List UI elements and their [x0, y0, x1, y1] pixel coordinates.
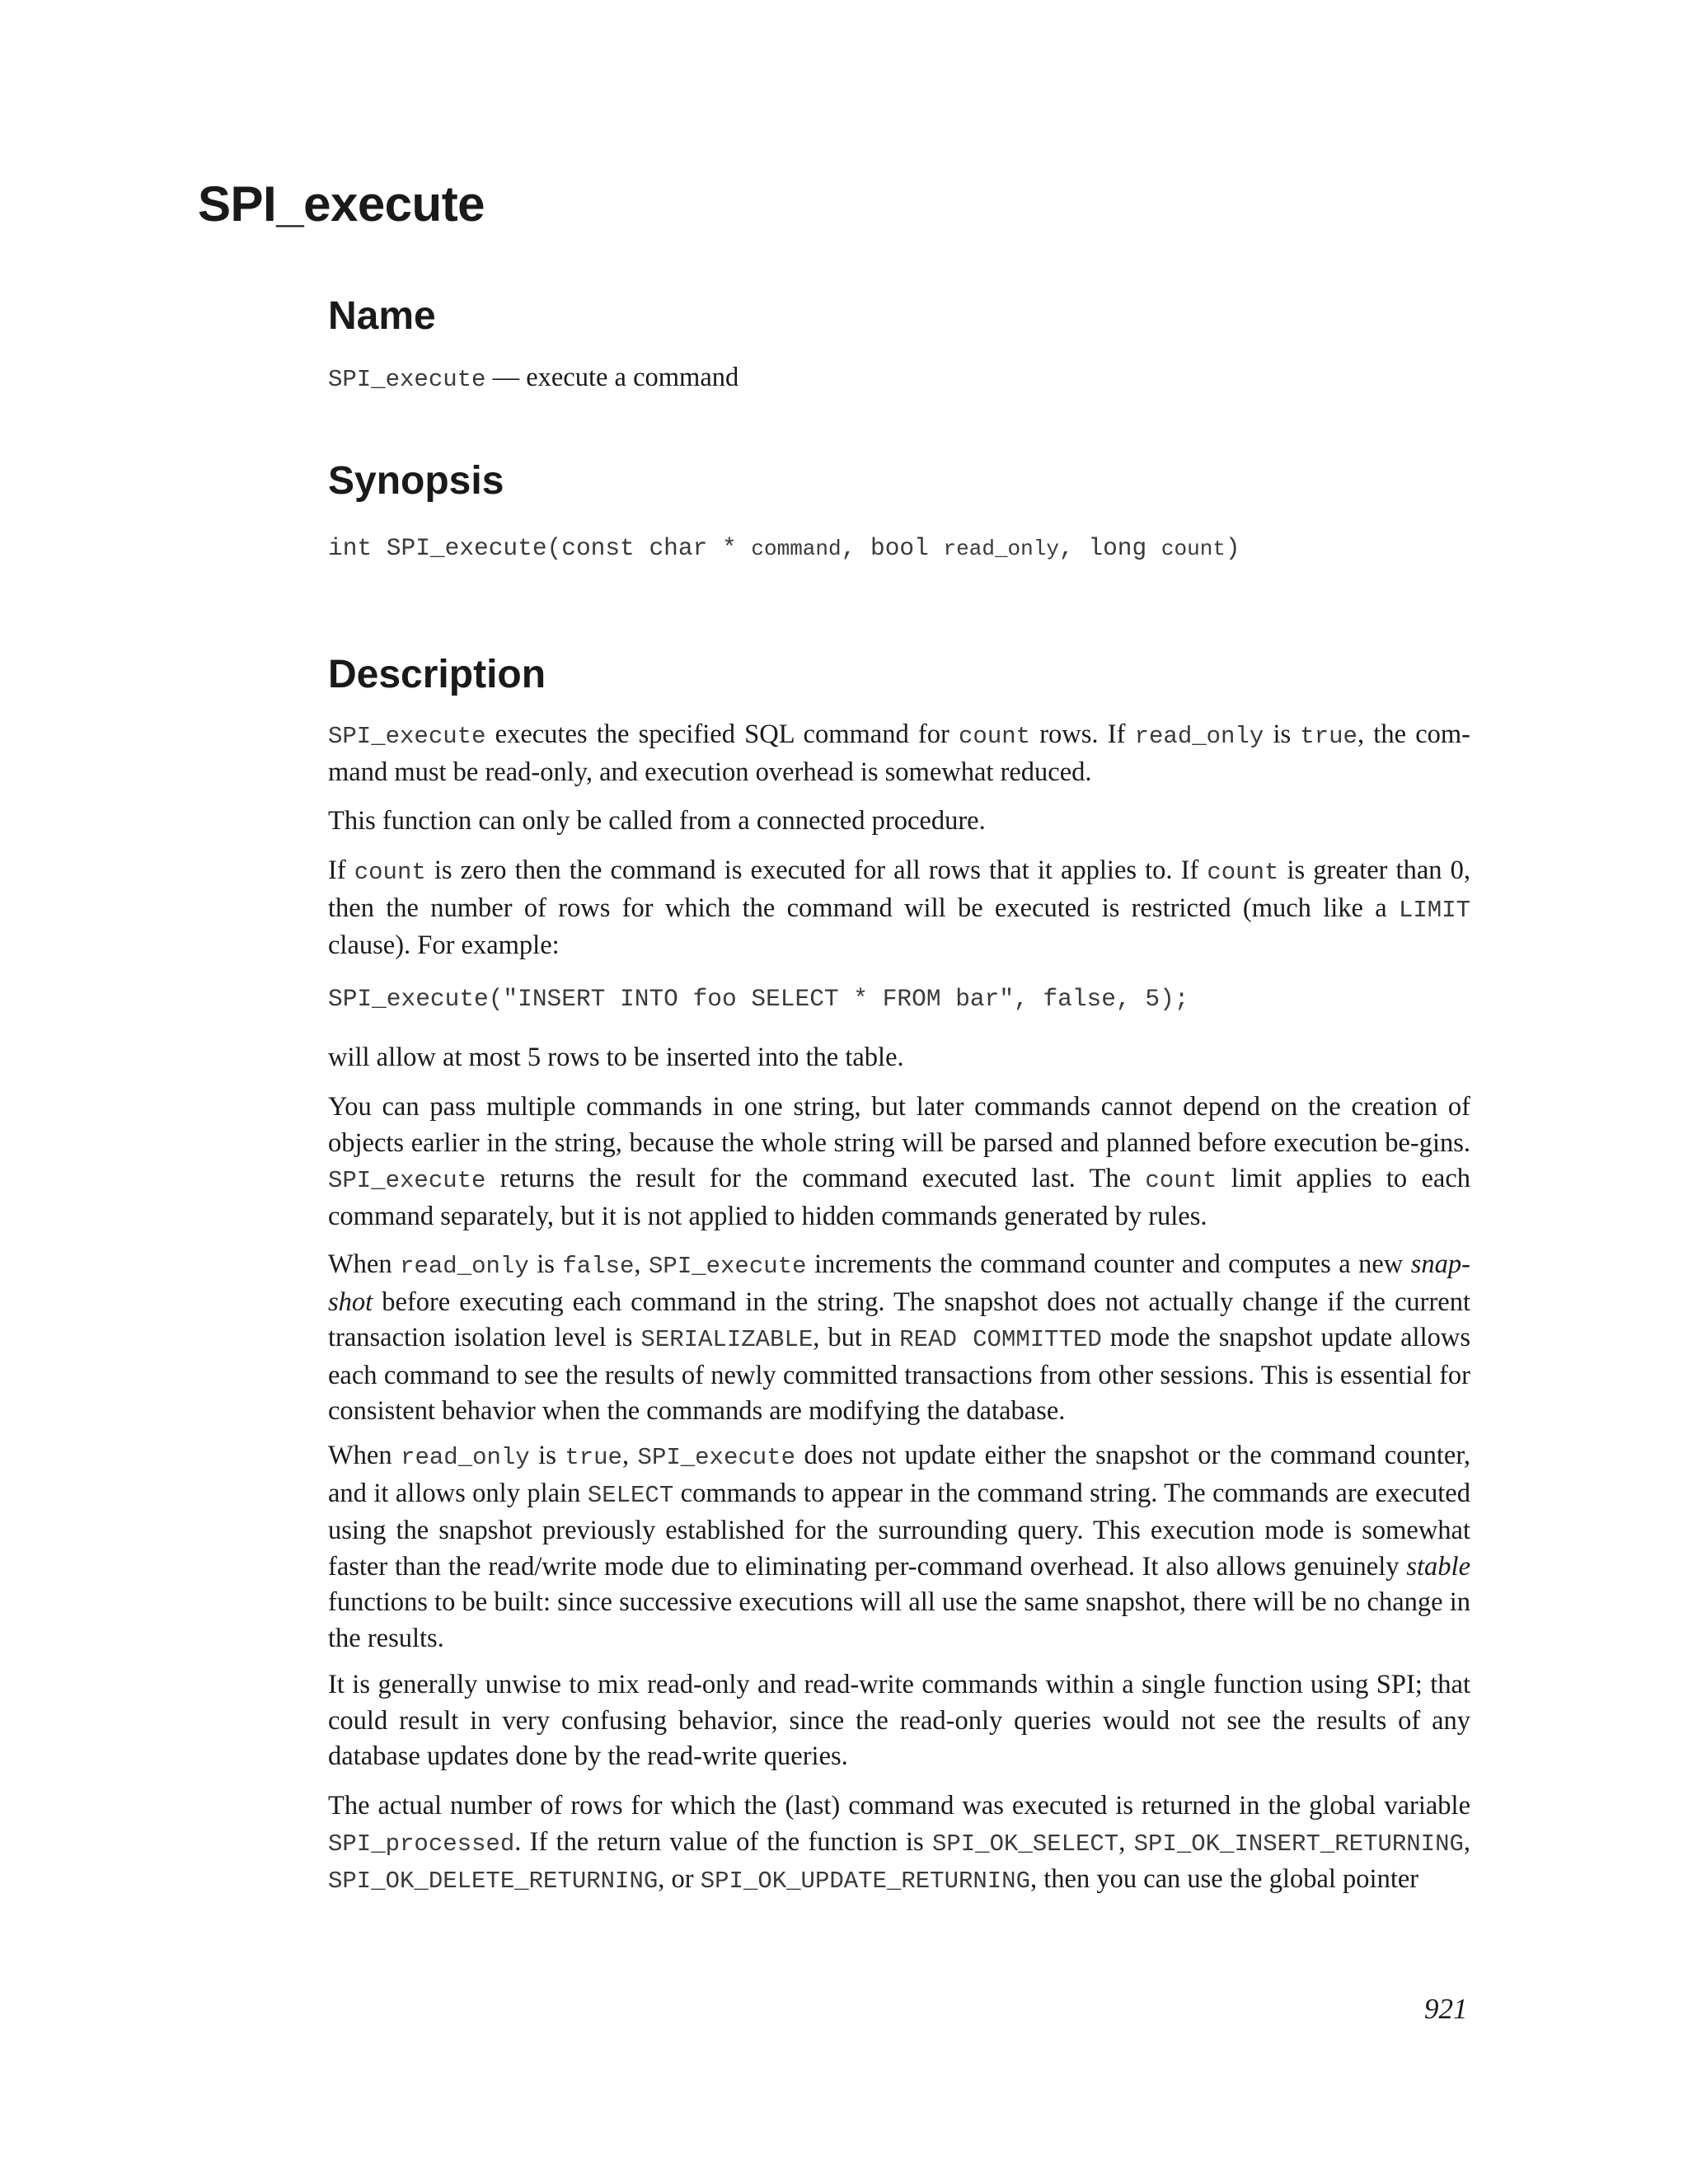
code-count: count	[1145, 1167, 1217, 1194]
name-heading: Name	[328, 294, 436, 338]
emphasis-stable: stable	[1406, 1551, 1470, 1582]
description-paragraph-6: When read_only is false, SPI_execute increments the command counter and computes a new snap-shot before executing each command in the string. The snapshot does not actually change if the current transaction isolation level is SERIALIZABLE, but in READ COMMITTED mode the snapshot update allows each command to see the results of newly committed transactions from other sessions. This is essential for consistent behavior when the commands are modifying the database.	[328, 1249, 1470, 1426]
description-paragraph-8: It is generally unwise to mix read-only and read-write commands within a single function using SPI; that could result in very confusing behavior, since the read-only queries would not see the results of any database updates done by the read-write queries.	[328, 1670, 1470, 1771]
name-line	[328, 360, 1470, 398]
synopsis-heading: Synopsis	[328, 459, 504, 503]
code-read-committed: READ COMMITTED	[899, 1326, 1102, 1353]
signature-text: int SPI_execute(const char *	[328, 534, 752, 562]
description-paragraph-4: will allow at most 5 rows to be inserted into the table.	[328, 1043, 904, 1072]
code-spi-ok-select: SPI_OK_SELECT	[931, 1830, 1119, 1858]
code-serializable: SERIALIZABLE	[640, 1326, 814, 1353]
function-signature	[328, 534, 1240, 562]
signature-text: , bool	[841, 534, 944, 562]
code-spi-execute: SPI_execute	[649, 1253, 807, 1280]
signature-text: , long	[1058, 534, 1161, 562]
code-false: false	[562, 1253, 635, 1280]
code-spi-ok-update-returning: SPI_OK_UPDATE_RETURNING	[700, 1868, 1030, 1895]
page-title: SPI_execute	[198, 176, 485, 232]
code-count: count	[354, 859, 426, 886]
param-read-only: read_only	[943, 537, 1059, 561]
param-command: command	[751, 537, 842, 561]
description-paragraph-1: SPI_execute executes the specified SQL command for count rows. If read_only is true, the com-mand must be read-only, and execution overhead is somewhat reduced.	[328, 719, 1470, 787]
example-code-block: SPI_execute("INSERT INTO foo SELECT * FROM bar", false, 5);	[328, 985, 1189, 1013]
code-count: count	[1207, 859, 1279, 886]
code-read-only: read_only	[1134, 723, 1264, 750]
code-count: count	[959, 723, 1031, 750]
code-read-only: read_only	[400, 1253, 529, 1280]
description-heading: Description	[328, 653, 546, 696]
description-paragraph-7: When read_only is true, SPI_execute does not update either the snapshot or the command counter, and it allows only plain SELECT commands to appear in the command string. The commands are executed using the snapshot previously established for the surrounding query. This execution mode is somewhat faster than the read/write mode due to eliminating per-command overhead. It also allows genuinely stable functions to be built: since successive executions will all use the same snapshot, there will be no change in the results.	[328, 1441, 1470, 1653]
code-spi-ok-delete-returning: SPI_OK_DELETE_RETURNING	[328, 1868, 659, 1895]
code-limit: LIMIT	[1398, 896, 1470, 924]
function-name: SPI_execute	[328, 366, 486, 393]
signature-text: )	[1225, 534, 1240, 562]
page-number: 921	[1424, 1993, 1468, 2025]
code-true: true	[1300, 723, 1357, 750]
code-spi-execute: SPI_execute	[637, 1444, 795, 1471]
code-read-only: read_only	[401, 1444, 530, 1471]
code-true: true	[565, 1444, 622, 1471]
param-count: count	[1160, 537, 1226, 561]
code-spi-execute: SPI_execute	[328, 723, 486, 750]
code-spi-processed: SPI_processed	[328, 1830, 515, 1858]
code-select: SELECT	[587, 1481, 674, 1509]
code-spi-execute: SPI_execute	[328, 1167, 486, 1194]
description-paragraph-2: This function can only be called from a connected procedure.	[328, 806, 986, 836]
emphasis-snapshot: snap-shot	[328, 1249, 1470, 1317]
description-paragraph-3: If count is zero then the command is executed for all rows that it applies to. If count is greater than 0, then the number of rows for which the command will be executed is restricted (much like a LIMIT clause). For example:	[328, 855, 1470, 960]
code-spi-ok-insert-returning: SPI_OK_INSERT_RETURNING	[1133, 1830, 1464, 1858]
function-purpose: — execute a command	[485, 363, 739, 392]
description-paragraph-9: The actual number of rows for which the (last) command was executed is returned in the global variable SPI_processed. If the return value of the function is SPI_OK_SELECT, SPI_OK_INSERT_RETURNING, SPI_OK_DELETE_RETURNING, or SPI_OK_UPDATE_RETURNING, then you can use the global pointer	[328, 1791, 1471, 1895]
description-paragraph-5: You can pass multiple commands in one string, but later commands cannot depend on the creation of objects earlier in the string, because the whole string will be parsed and planned before execution be-gins. SPI_execute returns the result for the command executed last. The count limit applies to each command separately, but it is not applied to hidden commands generated by rules.	[328, 1092, 1471, 1231]
